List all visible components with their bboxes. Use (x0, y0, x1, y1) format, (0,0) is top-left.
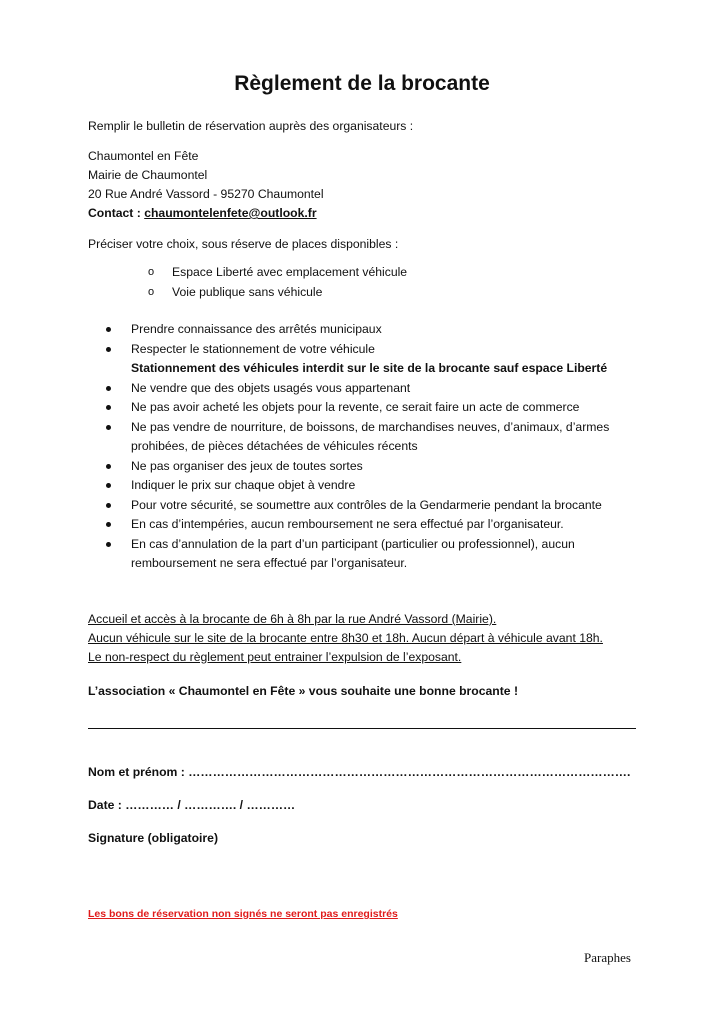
bullet-icon (106, 542, 111, 547)
access-line-2: Aucun véhicule sur le site de la brocante entre 8h30 et 18h. Aucun départ à véhicule avant 18h. (88, 631, 603, 645)
rule-item (104, 379, 644, 399)
rule-item (104, 340, 644, 379)
contact-line (88, 205, 317, 221)
rule-item (104, 398, 644, 418)
rule-item (104, 457, 644, 477)
bullet-icon (106, 327, 111, 332)
rule-text: Ne pas organiser des jeux de toutes sortes (131, 458, 363, 473)
rule-text: Pour votre sécurité, se soumettre aux contrôles de la Gendarmerie pendant la brocante (131, 497, 602, 512)
rule-text: Ne vendre que des objets usagés vous appartenant (131, 380, 411, 395)
rule-item (104, 496, 644, 516)
address-mairie: Mairie de Chaumontel (88, 168, 208, 182)
paraphes-label: Paraphes (584, 950, 631, 965)
bullet-icon (106, 464, 111, 469)
rule-text: Indiquer le prix sur chaque objet à vendre (131, 478, 356, 492)
bullet-icon (106, 483, 111, 488)
choice-item (148, 264, 407, 284)
address-org: Chaumontel en Fête (88, 149, 199, 163)
access-line-3: Le non-respect du règlement peut entrainer l’expulsion de l’exposant. (88, 650, 462, 664)
choice-label: Voie publique sans véhicule (172, 285, 323, 299)
date-field-label: Date : ………… / …………. / ………… (88, 798, 296, 812)
rule-item (104, 320, 644, 340)
rule-text: Ne pas vendre de nourriture, de boissons, de marchandises neuves, d’animaux, d’armes prohibées, de pièces détachées de véhicules récents (131, 419, 610, 453)
page-title: Règlement de la brocante (234, 72, 490, 95)
rule-text: Respecter le stationnement de votre véhicule (131, 341, 375, 356)
rule-text: En cas d’annulation de la part d’un participant (particulier ou professionnel), aucun remboursement ne sera effectué par l’organisateur. (131, 536, 575, 570)
contact-label: Contact : (88, 206, 141, 220)
bullet-icon (106, 405, 111, 410)
bullet-icon (106, 386, 111, 391)
access-line-1: Accueil et accès à la brocante de 6h à 8h par la rue André Vassord (Mairie). (88, 612, 497, 626)
choice-list (148, 264, 407, 304)
choice-item (148, 284, 407, 304)
contact-email-link[interactable]: chaumontelenfete@outlook.fr (144, 206, 317, 220)
rule-item (104, 535, 644, 574)
bullet-icon (106, 347, 111, 352)
rule-text: Prendre connaissance des arrêtés municipaux (131, 322, 382, 336)
circle-bullet-icon: o (148, 266, 155, 278)
intro-text: Remplir le bulletin de réservation auprès des organisateurs : (88, 119, 414, 133)
rule-text: En cas d’intempéries, aucun remboursement ne sera effectué par l’organisateur. (131, 517, 564, 531)
rules-list (104, 320, 644, 574)
circle-bullet-icon: o (148, 286, 155, 298)
separator-line (88, 728, 636, 729)
rule-text: Ne pas avoir acheté les objets pour la revente, ce serait faire un acte de commerce (131, 400, 580, 414)
name-field-label: Nom et prénom : ………………………………………………………………………………………………. (88, 765, 631, 779)
farewell-text: L’association « Chaumontel en Fête » vous souhaite une bonne brocante ! (88, 684, 519, 698)
bullet-icon (106, 522, 111, 527)
rule-item (104, 418, 644, 457)
rule-item (104, 515, 644, 535)
rule-item (104, 476, 644, 496)
bullet-icon (106, 425, 111, 430)
address-street: 20 Rue André Vassord - 95270 Chaumontel (88, 187, 324, 201)
rule-note: Stationnement des véhicules interdit sur le site de la brocante sauf espace Liberté (131, 361, 608, 375)
choice-label: Espace Liberté avec emplacement véhicule (172, 265, 408, 279)
warning-text: Les bons de réservation non signés ne seront pas enregistrés (88, 908, 398, 920)
bullet-icon (106, 503, 111, 508)
signature-label: Signature (obligatoire) (88, 831, 219, 845)
choice-intro: Préciser votre choix, sous réserve de places disponibles : (88, 237, 399, 251)
